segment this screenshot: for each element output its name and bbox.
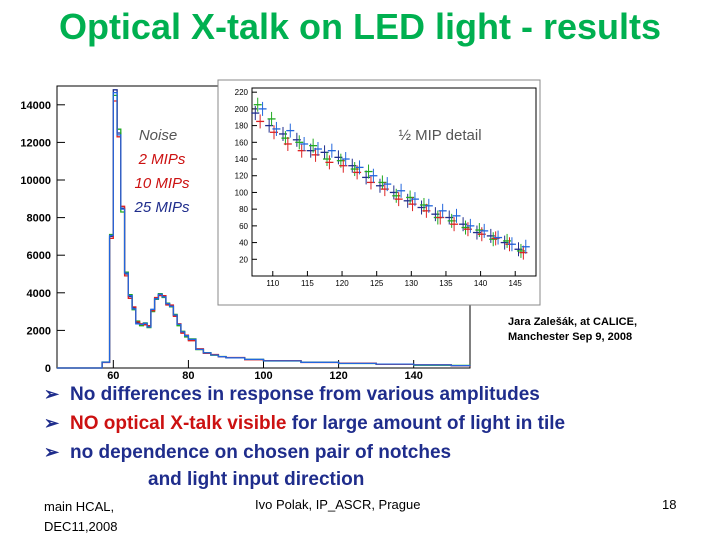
arrow-bullet-icon: ➢: [44, 442, 60, 462]
footer-center: Ivo Polak, IP_ASCR, Prague: [255, 497, 421, 512]
inset-y-tick-label: 180: [234, 121, 248, 131]
inset-y-tick-label: 100: [234, 188, 248, 198]
bullet-text: and light input direction: [148, 469, 365, 490]
inset-y-tick-label: 140: [234, 155, 248, 165]
y-tick-label: 10000: [20, 175, 51, 187]
inset-x-tick-label: 135: [439, 279, 453, 288]
y-tick-label: 6000: [26, 250, 51, 263]
x-tick-label: 80: [182, 370, 195, 382]
inset-detail-plot: [218, 80, 540, 305]
inset-x-tick-label: 110: [266, 279, 280, 288]
inset-x-tick-label: 115: [301, 279, 314, 288]
bullet-item: [44, 409, 704, 438]
legend-noise: Noise: [138, 127, 178, 144]
footer-left-line2: DEC11,2008: [44, 519, 118, 534]
inset-y-tick-label: 60: [239, 221, 248, 231]
arrow-bullet-icon: ➢: [44, 384, 60, 404]
y-tick-label: 2000: [26, 325, 51, 338]
bullet-list: [44, 380, 704, 493]
y-tick-label: 0: [44, 363, 51, 375]
credit-line-2: Manchester Sep 9, 2008: [508, 331, 633, 343]
legend-25-mips: 25 MIPs: [134, 199, 190, 216]
footer-left: [44, 497, 117, 537]
y-tick-label: 8000: [26, 212, 51, 225]
x-tick-label: 140: [404, 370, 423, 382]
y-tick-label: 14000: [20, 99, 51, 112]
inset-x-tick-label: 130: [404, 279, 418, 288]
credit-note: [508, 316, 637, 343]
bullet-highlight: NO optical X-talk visible: [70, 413, 287, 434]
legend-10-mips: 10 MIPs: [134, 175, 190, 192]
inset-y-tick-label: 120: [234, 171, 248, 181]
inset-y-tick-label: 160: [234, 138, 248, 148]
credit-line-1: Jara Zalešák, at CALICE,: [508, 316, 638, 328]
inset-x-tick-label: 120: [335, 279, 349, 288]
inset-y-tick-label: 80: [239, 205, 248, 215]
bullet-continuation: [44, 467, 704, 493]
y-tick-label: 12000: [20, 137, 51, 150]
inset-x-tick-label: 140: [473, 279, 488, 288]
bullet-text: No differences in response from various amplitudes: [70, 384, 540, 405]
x-tick-label: 120: [329, 370, 348, 382]
page-number: 18: [662, 497, 677, 512]
legend-2-mips: 2 MIPs: [138, 151, 186, 168]
bullet-item: [44, 380, 704, 409]
inset-y-tick-label: 200: [234, 104, 248, 114]
bullet-text: for large amount of light in tile: [286, 413, 566, 434]
x-tick-label: 100: [254, 370, 273, 382]
slide-title: Optical X-talk on LED light - results: [58, 6, 662, 47]
inset-title: ½ MIP detail: [398, 127, 482, 144]
footer-left-line1: main HCAL,: [44, 499, 115, 514]
inset-x-tick-label: 145: [508, 279, 522, 288]
x-tick-label: 60: [107, 370, 120, 382]
inset-plot-area: [252, 88, 536, 276]
bullet-text: no dependence on chosen pair of notches: [70, 442, 452, 463]
inset-y-tick-label: 20: [239, 255, 248, 265]
arrow-bullet-icon: ➢: [44, 413, 60, 433]
inset-y-tick-label: 220: [234, 88, 248, 98]
inset-x-tick-label: 125: [370, 279, 384, 288]
bullet-item: [44, 438, 704, 467]
y-tick-label: 4000: [26, 287, 51, 300]
inset-y-tick-label: 40: [239, 238, 248, 248]
